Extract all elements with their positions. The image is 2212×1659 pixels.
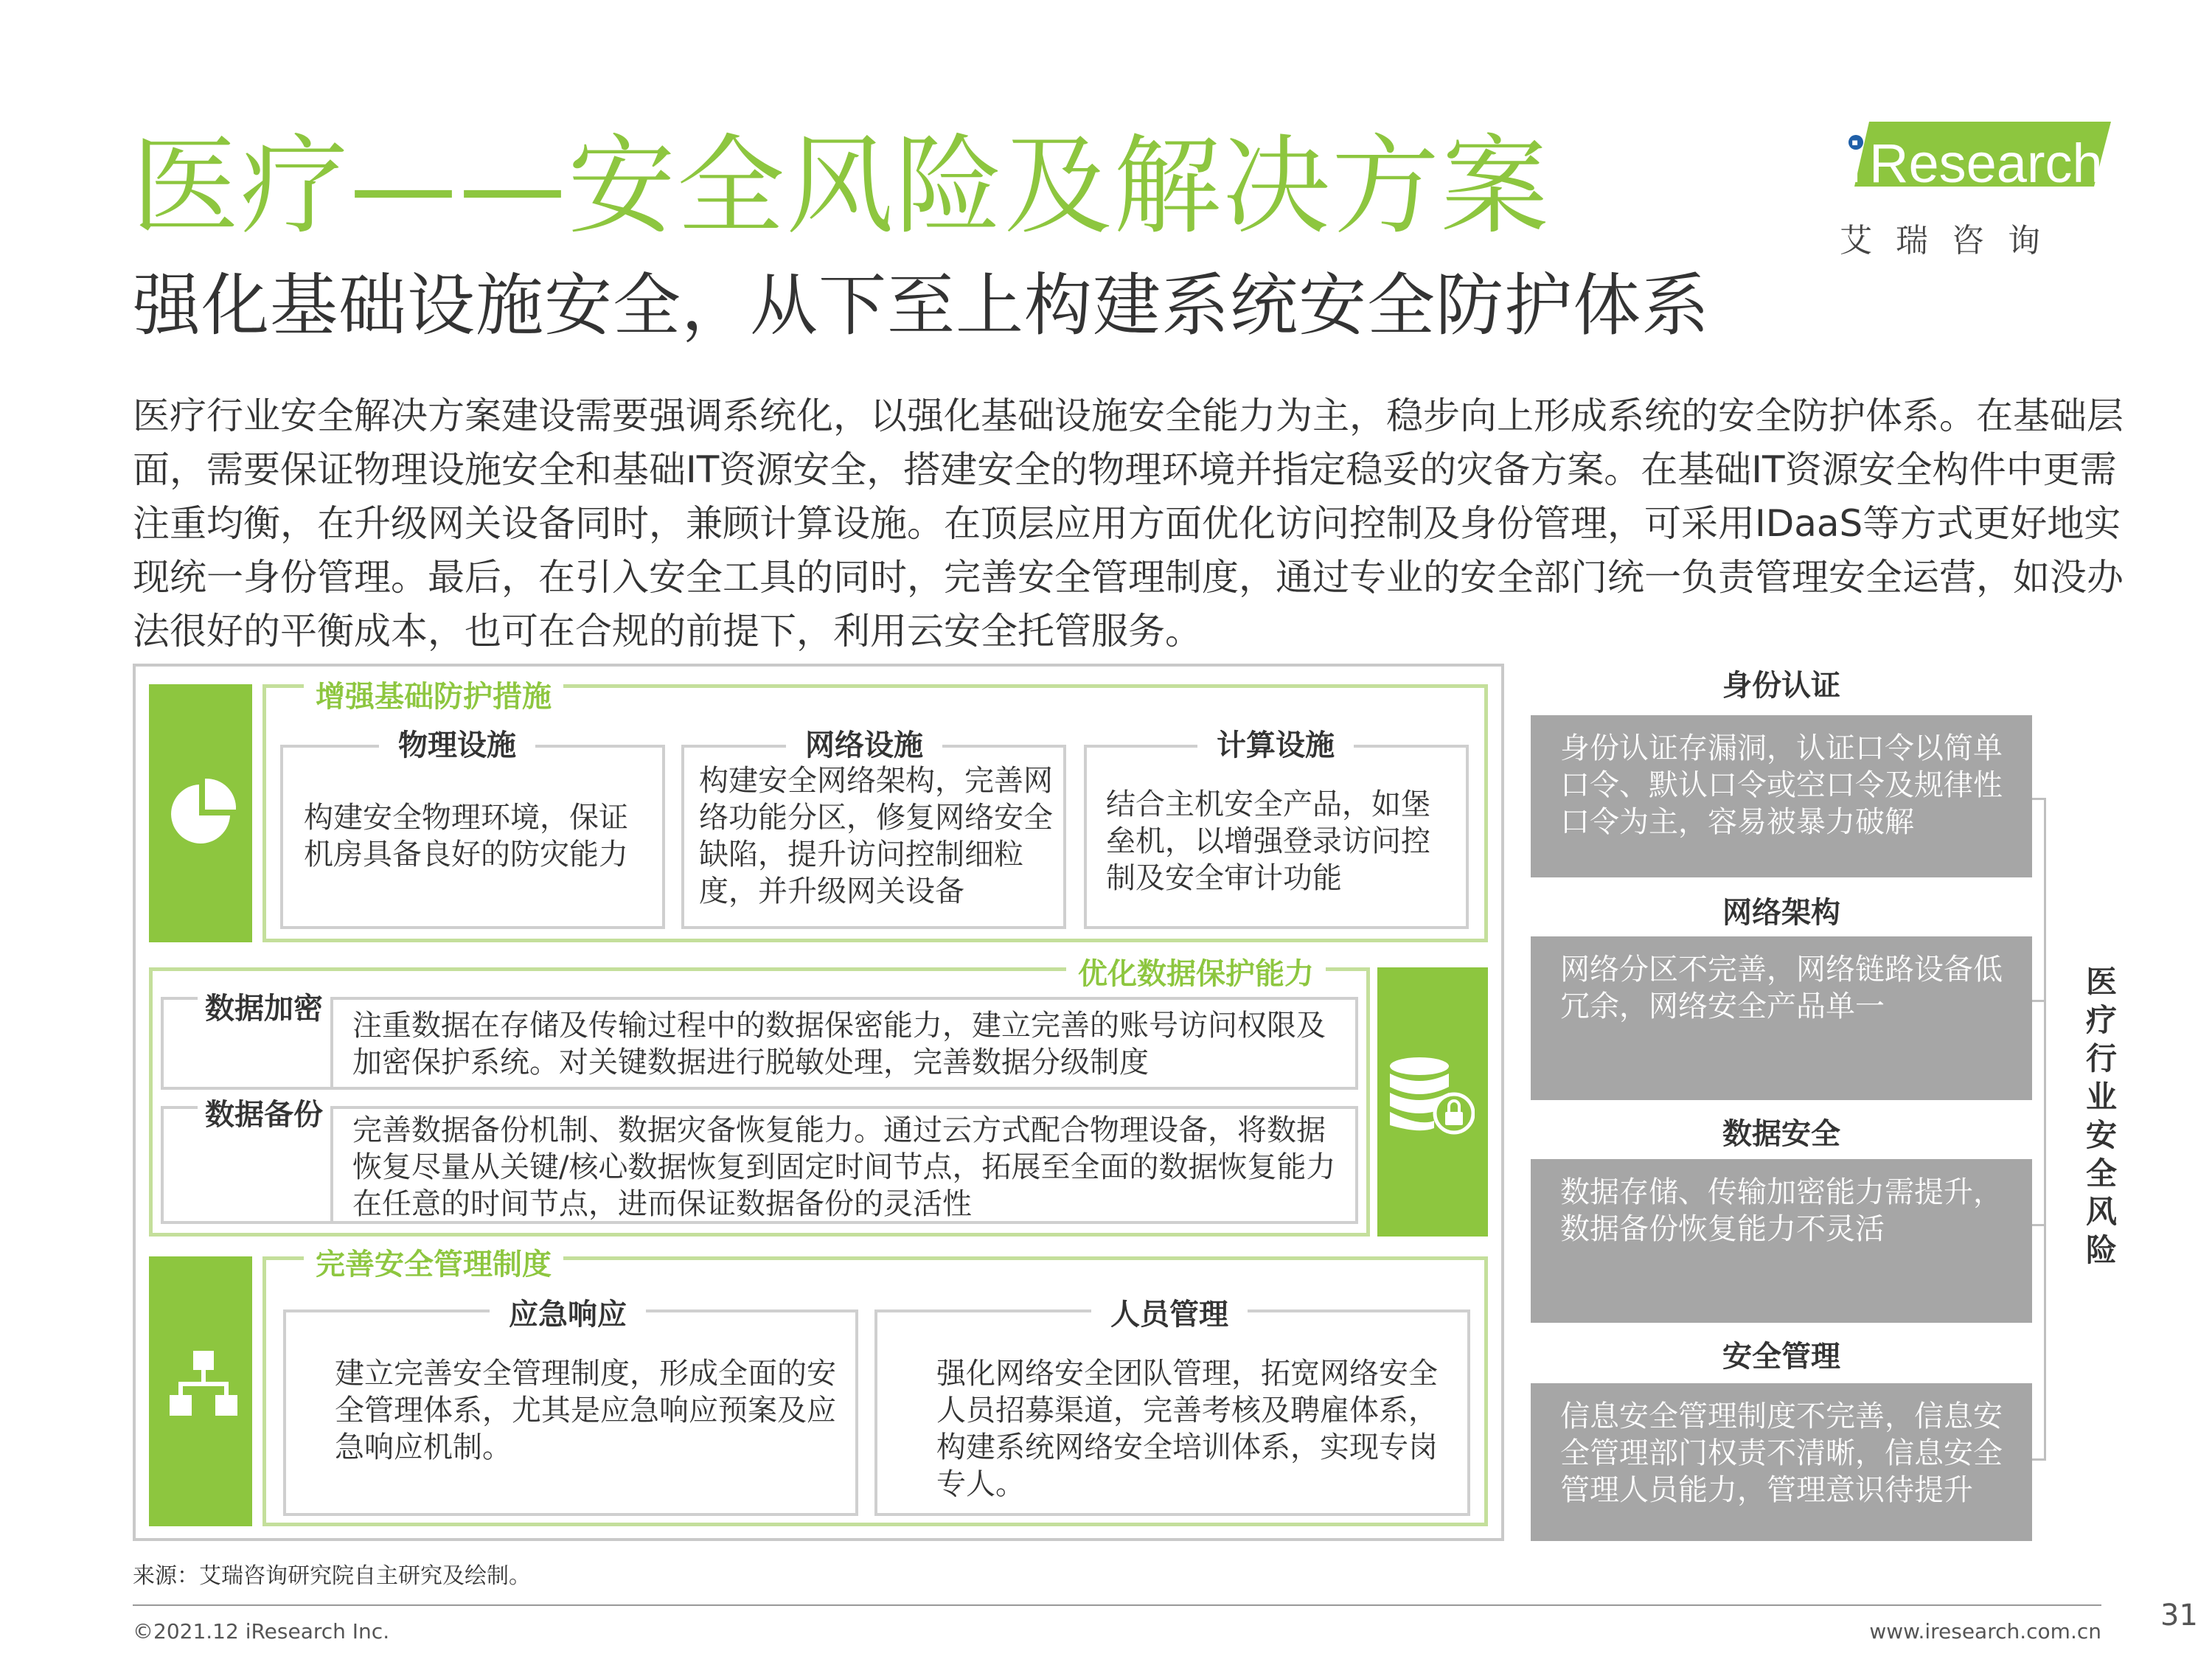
page-number: 31	[2160, 1599, 2198, 1632]
card-physical	[280, 745, 665, 929]
card-computing-title: 计算设施	[1197, 727, 1354, 764]
row-encryption-divider	[330, 997, 333, 1090]
risk-identity-title: 身份认证	[1722, 669, 1840, 703]
card-emergency-title: 应急响应	[490, 1296, 646, 1333]
card-personnel-text: 强化网络安全团队管理，拓宽网络安全人员招募渠道，完善考核及聘雇体系，构建系统网络安全培训体系，实现专岗专人。	[936, 1357, 1438, 1501]
card-emergency	[283, 1310, 858, 1516]
intro-paragraph: 医疗行业安全解决方案建设需要强调系统化，以强化基础设施安全能力为主，稳步向上形成系统的安全防护体系。在基础层面，需要保证物理设施安全和基础IT资源安全，搭建安全的物理环境并指定稳妥的灾备方案。在基础IT资源安全构件中更需注重均衡，在升级网关设备同时，兼顾计算设施。在顶层应用方面优化访问控制及身份管理，可采用IDaaS等方式更好地实现统一身份管理。最后，在引入安全工具的同时，完善安全管理制度，通过专业的安全部门统一负责管理安全运营，如没办法很好的平衡成本，也可在合规的前提下，利用云安全托管服务。	[133, 394, 2124, 653]
row-backup-text: 完善数据备份机制、数据灾备恢复能力。通过云方式配合物理设备，将数据恢复尽量从关键/核心数据恢复到固定时间节点，拓展至全面的数据恢复能力在任意的时间节点，进而保证数据备份的灵活性	[352, 1113, 1336, 1221]
card-computing	[1084, 745, 1469, 929]
bracket-vertical	[2044, 798, 2046, 1461]
section3-title: 完善安全管理制度	[304, 1246, 563, 1283]
card-personnel-title: 人员管理	[1091, 1296, 1248, 1333]
database-lock-icon	[1386, 1054, 1475, 1135]
section1-title: 增强基础防护措施	[304, 678, 563, 715]
risk-data-title: 数据安全	[1722, 1117, 1840, 1151]
card-network-text: 构建安全网络架构，完善网络功能分区，修复网络安全缺陷，提升访问控制细粒度，并升级网关设备	[699, 764, 1053, 908]
card-emergency-text: 建立完善安全管理制度，形成全面的安全管理体系，尤其是应急响应预案及应急响应机制。	[335, 1357, 836, 1464]
row-backup-divider	[330, 1106, 333, 1224]
card-computing-text: 结合主机安全产品，如堡垒机，以增强登录访问控制及安全审计功能	[1106, 787, 1430, 895]
risk-data-box: 数据存储、传输加密能力需提升，数据备份恢复能力不灵活	[1531, 1159, 2032, 1323]
card-physical-title: 物理设施	[379, 727, 535, 764]
source-note: 来源：艾瑞咨询研究院自主研究及绘制。	[133, 1563, 531, 1589]
logo-chinese-name: 艾瑞咨询	[1840, 222, 2064, 260]
pie-chart-icon	[167, 774, 240, 848]
card-personnel	[874, 1310, 1470, 1516]
risk-side-label: 医疗行业安全风险	[2085, 964, 2117, 1268]
section2-title: 优化数据保护能力	[1066, 956, 1326, 992]
risk-management-box: 信息安全管理制度不完善，信息安全管理部门权责不清晰，信息安全管理人员能力，管理意识待提升	[1531, 1383, 2032, 1541]
page-title: 医疗——安全风险及解决方案	[131, 124, 1550, 249]
org-chart-icon	[167, 1348, 240, 1422]
row-backup-label: 数据备份	[198, 1091, 330, 1133]
footer-divider	[133, 1604, 2101, 1606]
copyright: ©2021.12 iResearch Inc.	[133, 1619, 390, 1644]
risk-identity-box: 身份认证存漏洞，认证口令以简单口令、默认口令或空口令及规律性口令为主，容易被暴力破解	[1531, 715, 2032, 877]
card-physical-text: 构建安全物理环境，保证机房具备良好的防灾能力	[304, 801, 628, 872]
risk-network-title: 网络架构	[1722, 896, 1840, 930]
row-encryption-label: 数据加密	[198, 985, 330, 1027]
card-network	[681, 745, 1066, 929]
row-encryption-text: 注重数据在存储及传输过程中的数据保密能力，建立完善的账号访问权限及加密保护系统。对关键数据进行脱敏处理，完善数据分级制度	[352, 1009, 1326, 1079]
svg-text:i: i	[1848, 130, 1862, 195]
page-subtitle: 强化基础设施安全，从下至上构建系统安全防护体系	[133, 266, 1711, 345]
risk-network-box: 网络分区不完善，网络链路设备低冗余，网络安全产品单一	[1531, 936, 2032, 1100]
card-network-title: 网络设施	[786, 727, 942, 764]
website-url: www.iresearch.com.cn	[1869, 1619, 2101, 1644]
risk-management-title: 安全管理	[1722, 1340, 1840, 1374]
svg-text:Research: Research	[1869, 133, 2103, 194]
